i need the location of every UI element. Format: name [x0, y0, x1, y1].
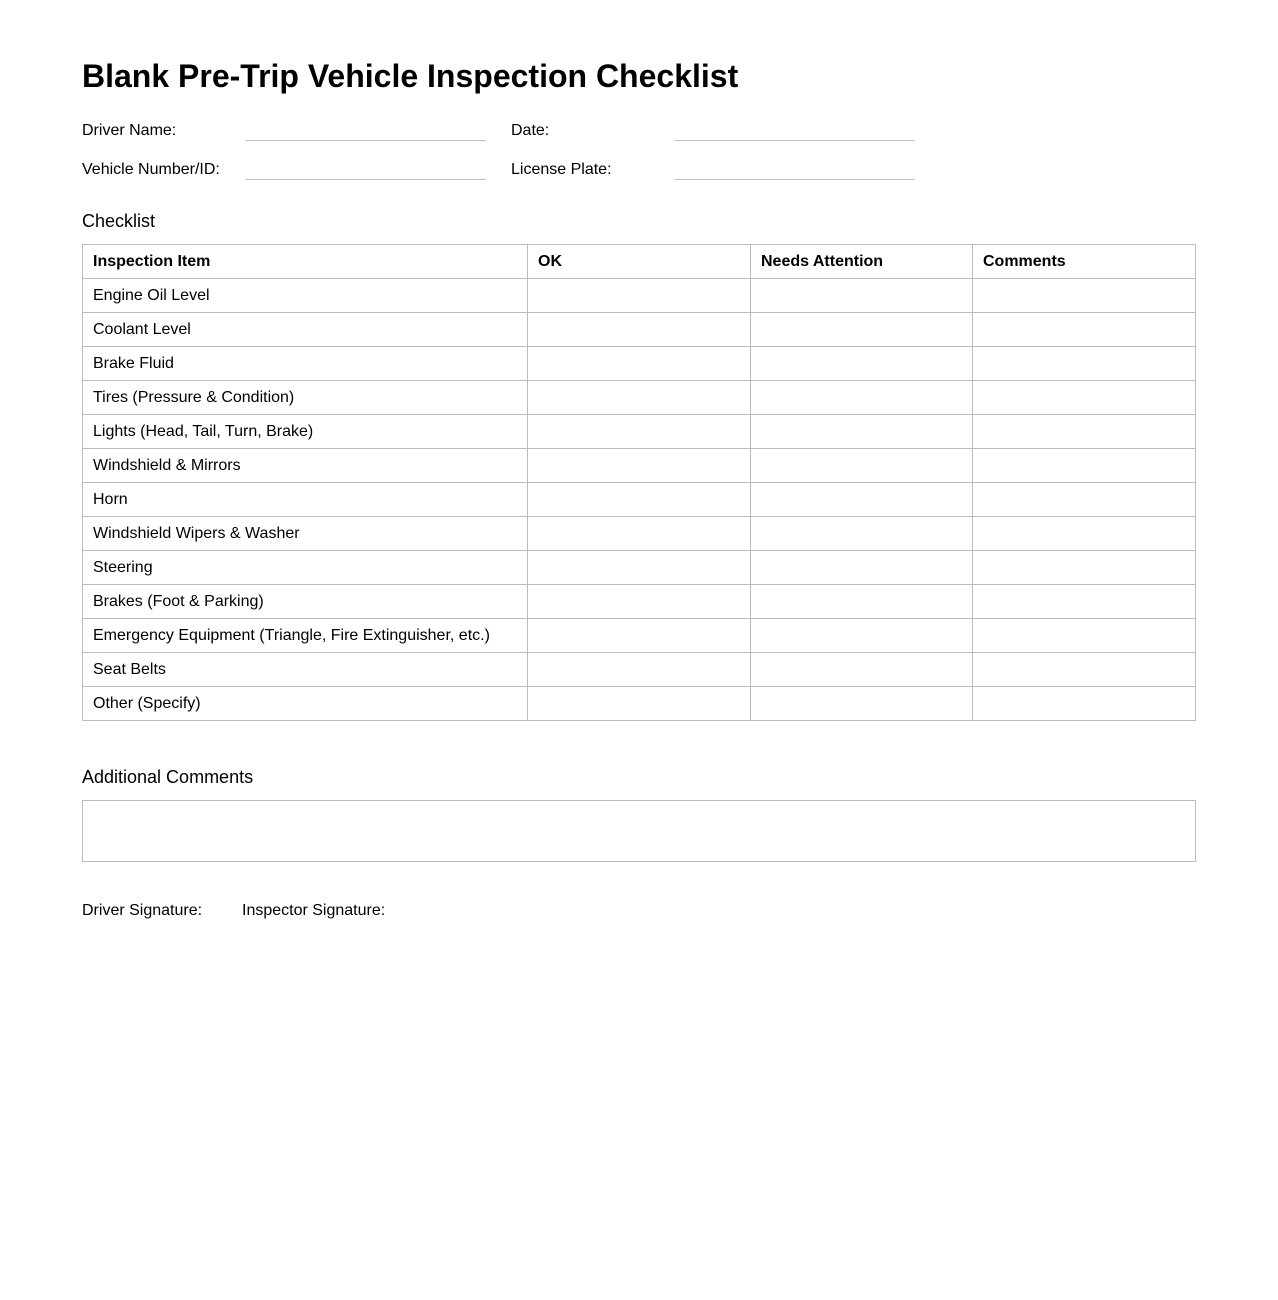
table-row: [83, 279, 1196, 313]
additional-comments-box[interactable]: [82, 800, 1196, 862]
ok-cell[interactable]: [528, 449, 751, 483]
comments-cell[interactable]: [973, 483, 1196, 517]
header-ok: OK: [528, 245, 751, 279]
date-label: Date:: [511, 122, 550, 139]
inspection-item-cell: Steering: [83, 551, 528, 585]
inspection-item-cell: Tires (Pressure & Condition): [83, 381, 528, 415]
additional-comments-heading: Additional Comments: [82, 767, 254, 787]
checklist-table: [82, 244, 1196, 721]
comments-cell[interactable]: [973, 585, 1196, 619]
ok-cell[interactable]: [528, 279, 751, 313]
needs-attention-cell[interactable]: [751, 483, 973, 517]
comments-cell[interactable]: [973, 449, 1196, 483]
comments-cell[interactable]: [973, 279, 1196, 313]
ok-cell[interactable]: [528, 415, 751, 449]
needs-attention-cell[interactable]: [751, 313, 973, 347]
table-row: [83, 687, 1196, 721]
driver-name-field[interactable]: [246, 140, 486, 141]
driver-signature-label: Driver Signature:: [82, 902, 203, 919]
ok-cell[interactable]: [528, 653, 751, 687]
needs-attention-cell[interactable]: [751, 551, 973, 585]
ok-cell[interactable]: [528, 483, 751, 517]
comments-cell[interactable]: [973, 347, 1196, 381]
table-row: [83, 381, 1196, 415]
inspection-item-cell: Lights (Head, Tail, Turn, Brake): [83, 415, 528, 449]
inspection-item-cell: Engine Oil Level: [83, 279, 528, 313]
ok-cell[interactable]: [528, 347, 751, 381]
comments-cell[interactable]: [973, 313, 1196, 347]
inspection-item-cell: Coolant Level: [83, 313, 528, 347]
needs-attention-cell[interactable]: [751, 415, 973, 449]
needs-attention-cell[interactable]: [751, 687, 973, 721]
comments-cell[interactable]: [973, 381, 1196, 415]
table-row: [83, 619, 1196, 653]
table-row: [83, 551, 1196, 585]
inspection-item-cell: Horn: [83, 483, 528, 517]
driver-name-label: Driver Name:: [82, 122, 177, 139]
ok-cell[interactable]: [528, 585, 751, 619]
table-row: [83, 313, 1196, 347]
inspector-signature-label: Inspector Signature:: [242, 902, 386, 919]
inspection-item-cell: Seat Belts: [83, 653, 528, 687]
date-field[interactable]: [675, 140, 915, 141]
inspection-item-cell: Emergency Equipment (Triangle, Fire Extinguisher, etc.): [83, 619, 528, 653]
table-row: [83, 585, 1196, 619]
ok-cell[interactable]: [528, 619, 751, 653]
ok-cell[interactable]: [528, 551, 751, 585]
table-row: [83, 517, 1196, 551]
table-row: [83, 483, 1196, 517]
vehicle-number-field[interactable]: [246, 179, 486, 180]
header-inspection-item: Inspection Item: [83, 245, 528, 279]
ok-cell[interactable]: [528, 687, 751, 721]
license-plate-field[interactable]: [675, 179, 915, 180]
table-row: [83, 415, 1196, 449]
inspection-item-cell: Brake Fluid: [83, 347, 528, 381]
license-plate-label: License Plate:: [511, 161, 612, 178]
comments-cell[interactable]: [973, 653, 1196, 687]
header-comments: Comments: [973, 245, 1196, 279]
comments-cell[interactable]: [973, 415, 1196, 449]
vehicle-number-label: Vehicle Number/ID:: [82, 161, 220, 178]
comments-cell[interactable]: [973, 687, 1196, 721]
needs-attention-cell[interactable]: [751, 279, 973, 313]
table-header-row: [83, 245, 1196, 279]
inspection-item-cell: Other (Specify): [83, 687, 528, 721]
comments-cell[interactable]: [973, 517, 1196, 551]
page-title: Blank Pre-Trip Vehicle Inspection Checklist: [82, 58, 739, 94]
table-row: [83, 653, 1196, 687]
table-row: [83, 449, 1196, 483]
comments-cell[interactable]: [973, 551, 1196, 585]
inspection-item-cell: Windshield & Mirrors: [83, 449, 528, 483]
needs-attention-cell[interactable]: [751, 449, 973, 483]
checklist-heading: Checklist: [82, 211, 156, 231]
table-row: [83, 347, 1196, 381]
needs-attention-cell[interactable]: [751, 619, 973, 653]
header-needs-attention: Needs Attention: [751, 245, 973, 279]
comments-cell[interactable]: [973, 619, 1196, 653]
needs-attention-cell[interactable]: [751, 653, 973, 687]
needs-attention-cell[interactable]: [751, 347, 973, 381]
needs-attention-cell[interactable]: [751, 585, 973, 619]
inspection-item-cell: Brakes (Foot & Parking): [83, 585, 528, 619]
needs-attention-cell[interactable]: [751, 517, 973, 551]
ok-cell[interactable]: [528, 517, 751, 551]
inspection-item-cell: Windshield Wipers & Washer: [83, 517, 528, 551]
needs-attention-cell[interactable]: [751, 381, 973, 415]
ok-cell[interactable]: [528, 381, 751, 415]
ok-cell[interactable]: [528, 313, 751, 347]
